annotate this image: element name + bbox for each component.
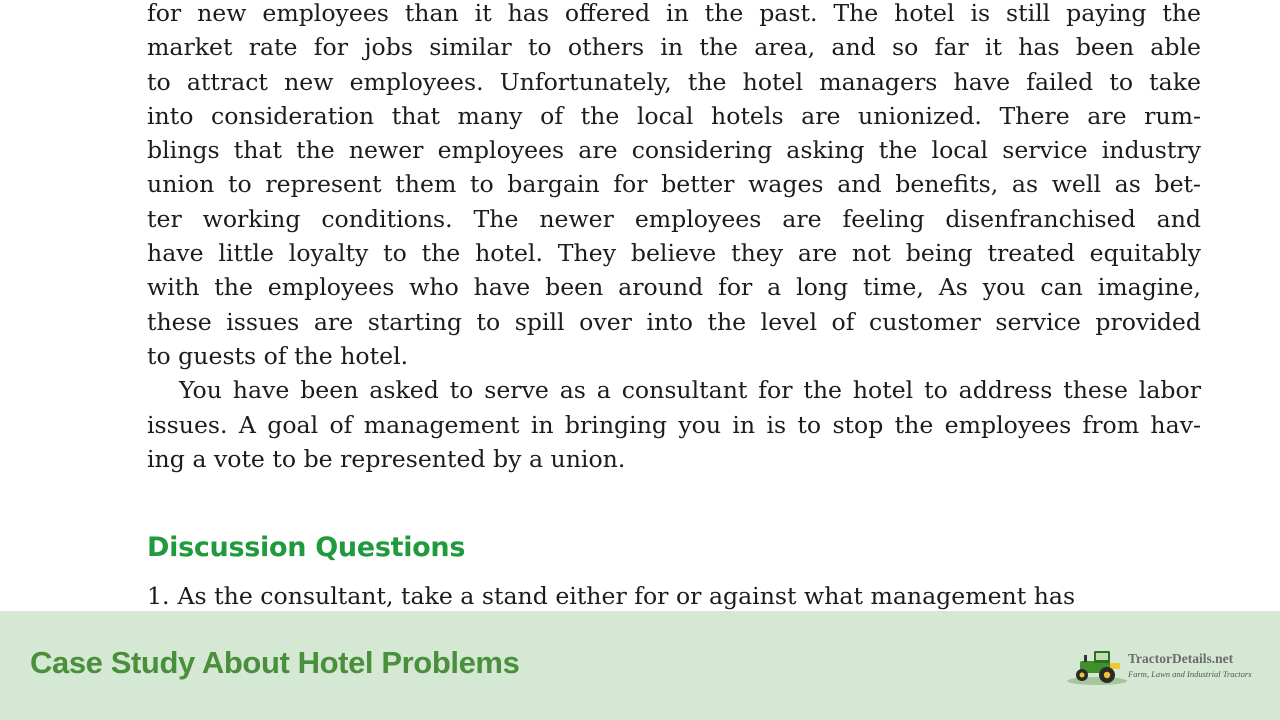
text-line: You have been asked to serve as a consultant for the hotel to address these labor	[179, 376, 1201, 405]
text-line: into consideration that many of the local hotels are unionized. There are rum-	[147, 101, 1201, 130]
text-line: these issues are starting to spill over into the level of customer service provided	[147, 307, 1201, 336]
text-line: blings that the newer employees are considering asking the local service industry	[147, 136, 1201, 165]
text-line: union to represent them to bargain for better wages and benefits, as well as bet-	[147, 170, 1201, 199]
question-text: As the consultant, take a stand either for or against what management has	[177, 582, 1076, 610]
question-number: 1.	[147, 582, 170, 610]
title-banner	[0, 611, 1280, 720]
text-line: market rate for jobs similar to others in the area, and so far it has been able	[147, 33, 1201, 62]
section-heading: Discussion Questions	[147, 532, 466, 563]
text-line: ing a vote to be represented by a union.	[147, 444, 626, 473]
site-logo[interactable]	[1066, 647, 1262, 687]
logo-name: TractorDetails.net	[1128, 651, 1234, 666]
banner-title: Case Study About Hotel Problems	[30, 645, 520, 680]
text-line: issues. A goal of management in bringing you in is to stop the employees from hav-	[147, 410, 1201, 439]
text-line: ter working conditions. The newer employees are feeling disenfranchised and	[147, 204, 1201, 233]
paragraph-1	[147, 0, 1201, 373]
question-item	[147, 579, 1075, 613]
text-line: have little loyalty to the hotel. They believe they are not being treated equitably	[147, 239, 1201, 268]
tractor-icon	[1066, 647, 1128, 687]
paragraph-2	[147, 373, 1201, 476]
text-line: to attract new employees. Unfortunately, the hotel managers have failed to take	[147, 67, 1201, 96]
case-study-text	[147, 0, 1201, 476]
text-line: with the employees who have been around for a long time, As you can imagine,	[147, 273, 1201, 302]
text-line: to guests of the hotel.	[147, 341, 409, 370]
text-line: for new employees than it has offered in the past. The hotel is still paying the	[147, 0, 1201, 27]
logo-tagline: Farm, Lawn and Industrial Tractors	[1128, 669, 1252, 679]
